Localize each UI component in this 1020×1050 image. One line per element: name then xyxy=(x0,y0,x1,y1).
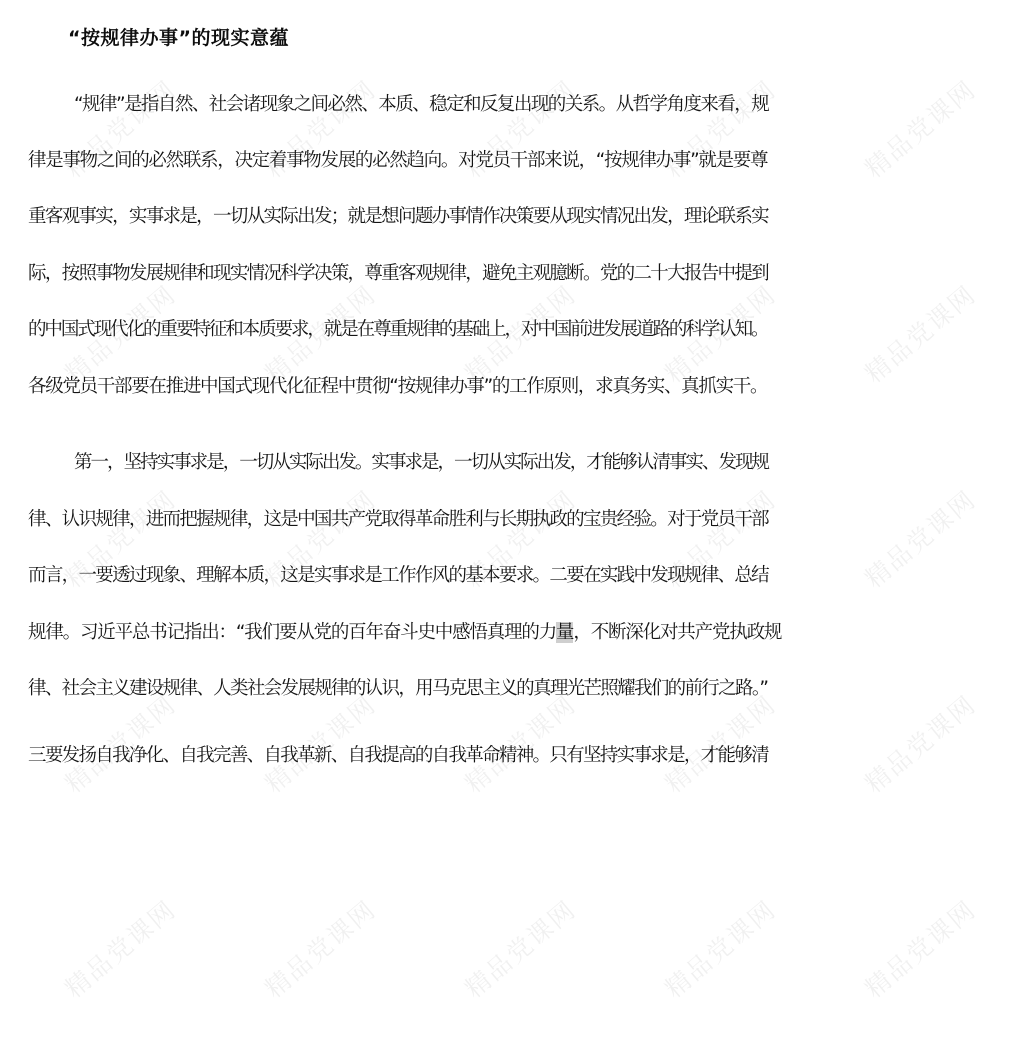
watermark-text: 精品党课网 xyxy=(659,279,782,389)
watermark-cell xyxy=(820,435,1020,640)
paragraph-2-line-5: 律、社会主义建设规律、人类社会发展规律的认识，用马克思主义的真理光芒照耀我们的前行之路。” xyxy=(28,678,768,699)
watermark-cell xyxy=(820,845,1020,1050)
paragraph-1-line-2: 律是事物之间的必然联系，决定着事物发展的必然趋向。对党员干部来说，“按规律办事”就是要尊 xyxy=(28,150,768,171)
watermark-text: 精品党课网 xyxy=(459,484,582,594)
watermark-text: 精品党课网 xyxy=(459,894,582,1004)
watermark-text: 精品党课网 xyxy=(259,689,382,799)
watermark-text: 精品党课网 xyxy=(859,74,982,184)
paragraph-1-line-4: 际，按照事物发展规律和现实情况科学决策，尊重客观规律，避免主观臆断。党的二十大报告中提到 xyxy=(28,263,768,284)
watermark-text: 精品党课网 xyxy=(659,74,782,184)
page-title: “按规律办事”的现实意蕴 xyxy=(68,27,289,49)
watermark-text: 精品党课网 xyxy=(859,484,982,594)
watermark-text: 精品党课网 xyxy=(859,689,982,799)
watermark-text: 精品党课网 xyxy=(59,689,182,799)
paragraph-1-line-3: 重客观事实，实事求是，一切从实际出发；就是想问题办事情作决策要从现实情况出发，理论联系实 xyxy=(28,206,768,227)
watermark-text: 精品党课网 xyxy=(459,279,582,389)
watermark-text: 精品党课网 xyxy=(259,484,382,594)
watermark-text: 精品党课网 xyxy=(859,279,982,389)
paragraph-2-line-4 xyxy=(28,622,782,644)
watermark-text: 精品党课网 xyxy=(859,894,982,1004)
paragraph-1-line-1: “规律”是指自然、社会诸现象之间必然、本质、稳定和反复出现的关系。从哲学角度来看，规 xyxy=(74,94,769,115)
watermark-cell xyxy=(420,845,620,1050)
watermark-text: 精品党课网 xyxy=(59,74,182,184)
watermark-cell xyxy=(620,845,820,1050)
paragraph-2-line-2: 律、认识规律，进而把握规律，这是中国共产党取得革命胜利与长期执政的宝贵经验。对于党员干部 xyxy=(28,509,768,530)
paragraph-2-line-6: 三要发扬自我净化、自我完善、自我革新、自我提高的自我革命精神。只有坚持实事求是，才能够清 xyxy=(28,745,768,766)
watermark-cell xyxy=(0,845,20,1050)
paragraph-2-line-4-text-after: ，不断深化对共产党执政规 xyxy=(573,622,782,643)
highlighted-character: 量 xyxy=(556,622,574,643)
watermark-text: 精品党课网 xyxy=(259,74,382,184)
watermark-text: 精品党课网 xyxy=(259,279,382,389)
watermark-text: 精品党课网 xyxy=(659,894,782,1004)
watermark-cell xyxy=(220,845,420,1050)
watermark-text: 精品党课网 xyxy=(459,689,582,799)
watermark-text: 精品党课网 xyxy=(59,484,182,594)
watermark-cell xyxy=(20,845,220,1050)
watermark-text: 精品党课网 xyxy=(59,894,182,1004)
paragraph-2-line-4-text-before: 规律。习近平总书记指出：“我们要从党的百年奋斗史中感悟真理的力 xyxy=(28,622,557,643)
watermark-cell xyxy=(820,0,1020,25)
watermark-cell xyxy=(820,230,1020,435)
watermark-text: 精品党课网 xyxy=(659,484,782,594)
watermark-cell xyxy=(820,25,1020,230)
paragraph-2-line-3: 而言，一要透过现象、理解本质，这是实事求是工作作风的基本要求。二要在实践中发现规律、总结 xyxy=(28,565,768,586)
watermark-text: 精品党课网 xyxy=(259,894,382,1004)
watermark-text: 精品党课网 xyxy=(59,279,182,389)
paragraph-1-line-5: 的中国式现代化的重要特征和本质要求，就是在尊重规律的基础上，对中国前进发展道路的科学认知。 xyxy=(28,319,768,340)
paragraph-2-line-1: 第一，坚持实事求是，一切从实际出发。实事求是，一切从实际出发，才能够认清事实、发现规 xyxy=(74,452,769,473)
watermark-cell xyxy=(820,640,1020,845)
paragraph-1-line-6: 各级党员干部要在推进中国式现代化征程中贯彻“按规律办事”的工作原则，求真务实、真抓实干。 xyxy=(28,376,768,397)
watermark-text: 精品党课网 xyxy=(659,689,782,799)
watermark-text: 精品党课网 xyxy=(459,74,582,184)
